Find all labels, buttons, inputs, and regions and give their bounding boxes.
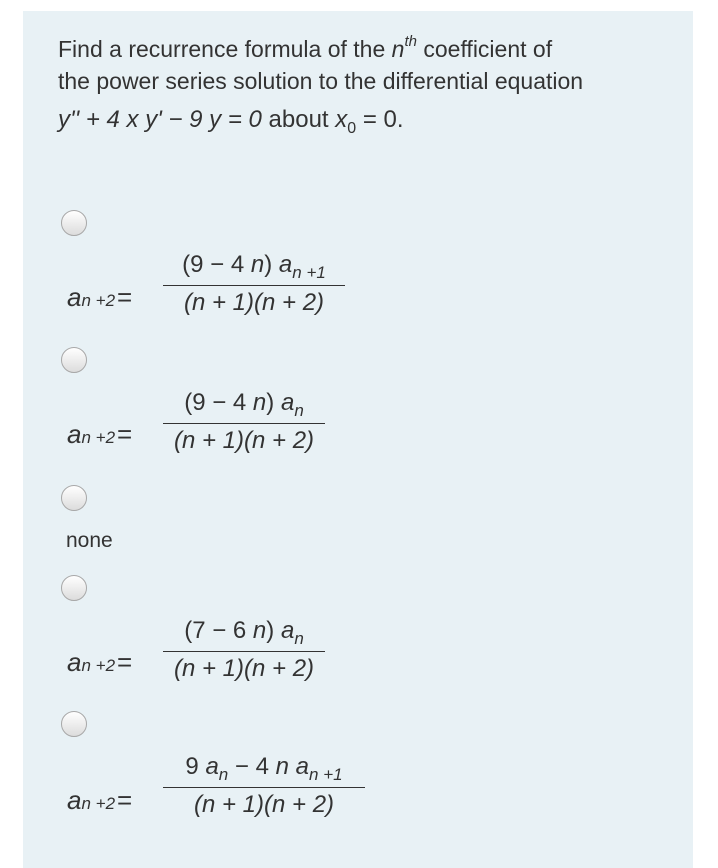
option-2-lhs [67, 419, 132, 450]
option-4-denominator: (n + 1)(n + 2) [173, 655, 315, 682]
num-paren: ) [264, 251, 279, 278]
lhs-subscript: n +2 [81, 428, 116, 447]
option-1-denominator: (n + 1)(n + 2) [183, 289, 325, 316]
x-variable: x [335, 106, 348, 134]
option-4-fraction [163, 617, 325, 683]
x-subscript: 0 [347, 120, 357, 138]
question-line-1-prefix: Find a recurrence formula of the [58, 36, 392, 62]
lhs-subscript: n +2 [81, 291, 116, 310]
about-label: about [261, 106, 336, 134]
num-n: n [250, 251, 265, 278]
radio-option-3[interactable] [61, 485, 87, 511]
num-a: a [280, 389, 295, 416]
num-text: 9 [185, 753, 206, 780]
num-a: a [280, 617, 295, 644]
radio-option-1[interactable] [61, 210, 87, 236]
option-4-numerator [163, 617, 325, 651]
lhs-a: a [67, 282, 82, 312]
option-2-denominator: (n + 1)(n + 2) [173, 427, 315, 454]
num-a2: a [289, 753, 310, 780]
question-line-1-suffix: coefficient of [416, 36, 553, 62]
num-subscript: n [294, 401, 304, 420]
num-n: n [252, 389, 267, 416]
option-2-fraction [163, 389, 325, 455]
option-2-numerator [163, 389, 325, 423]
num-subscript: n [218, 765, 229, 784]
point-value: = 0. [356, 106, 404, 134]
num-text: (9 − 4 [184, 389, 253, 416]
question-th-superscript: th [404, 33, 417, 51]
radio-option-5[interactable] [61, 711, 87, 737]
num-text: (7 − 6 [184, 617, 253, 644]
lhs-equals: = [117, 647, 133, 677]
num-subscript: n [294, 629, 304, 648]
num-minus: − 4 [228, 753, 276, 780]
option-3-label: none [66, 529, 113, 552]
radio-option-4[interactable] [61, 575, 87, 601]
question-n: n [391, 36, 405, 62]
lhs-equals: = [117, 282, 133, 312]
option-4-lhs [67, 647, 132, 678]
lhs-subscript: n +2 [81, 656, 116, 675]
question-card [23, 11, 693, 868]
option-5-fraction [163, 753, 365, 819]
option-1-numerator [163, 251, 345, 285]
radio-option-2[interactable] [61, 347, 87, 373]
lhs-a: a [67, 785, 82, 815]
lhs-equals: = [117, 419, 133, 449]
differential-equation: y'' + 4 x y' − 9 y = 0 [58, 106, 262, 134]
question-line-3 [58, 103, 678, 140]
question-line-2: the power series solution to the differential equation [58, 68, 584, 95]
question-line-1 [58, 33, 678, 65]
option-1-fraction [163, 251, 345, 317]
option-5-denominator: (n + 1)(n + 2) [193, 791, 335, 818]
num-a: a [278, 251, 293, 278]
lhs-a: a [67, 419, 82, 449]
lhs-a: a [67, 647, 82, 677]
num-text: (9 − 4 [182, 251, 251, 278]
lhs-equals: = [117, 785, 133, 815]
lhs-subscript: n +2 [81, 794, 116, 813]
num-paren: ) [266, 617, 281, 644]
num-a: a [205, 753, 219, 780]
num-n: n [252, 617, 267, 644]
num-n: n [275, 753, 289, 780]
option-5-lhs [67, 785, 132, 816]
num-paren: ) [266, 389, 281, 416]
num-subscript: n +1 [292, 263, 326, 282]
num-subscript-2: n +1 [309, 765, 343, 784]
option-5-numerator [163, 753, 365, 787]
option-1-lhs [67, 282, 132, 313]
question-text [58, 33, 678, 141]
